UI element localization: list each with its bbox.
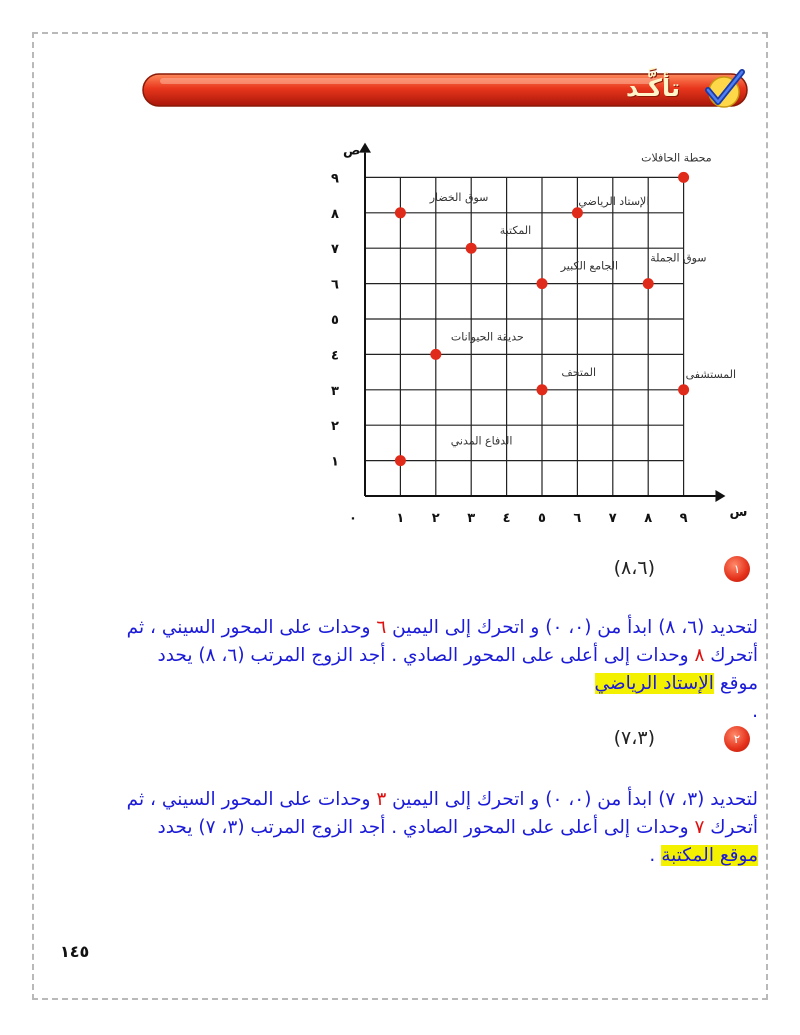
x-tick-label: ٦ (573, 511, 582, 526)
exercise-1-line-1: لتحديد (٦، ٨) ابدأ من (٠، ٠) و اتحرك إلى اليمين ٦ وحدات على المحور السيني ، ثم (126, 617, 758, 638)
y-tick-label: ٤ (331, 348, 339, 364)
point-marker (537, 384, 548, 395)
point-label: سوق الجملة (650, 251, 707, 265)
y-tick-label: ٨ (331, 206, 339, 222)
point-marker (466, 243, 477, 254)
point-label: المكتبة (499, 224, 532, 238)
point-marker (395, 207, 406, 218)
exercise-2-line-3: موقع المكتبة . (649, 845, 758, 866)
x-axis-label: س (729, 505, 748, 520)
x-tick-label: ٢ (431, 511, 440, 526)
point-label: الجامع الكبير (560, 259, 618, 273)
exercise-2-text (52, 786, 758, 870)
page-number: ١٤٥ (60, 942, 90, 961)
point-label: المستشفى (685, 367, 737, 381)
point-label: المتحف (561, 365, 596, 379)
point-marker (572, 207, 583, 218)
header-banner (142, 72, 750, 108)
origin-label: ٠ (349, 511, 357, 526)
y-tick-label: ١ (331, 454, 339, 470)
point-marker (678, 172, 689, 183)
x-tick-label: ٨ (644, 511, 653, 526)
exercise-2-line-2: أتحرك ٧ وحدات إلى أعلى على المحور الصادي . أجد الزوج المرتب (٣، ٧) يحدد (157, 817, 758, 838)
y-tick-label: ٩ (331, 171, 339, 187)
point-label: الإستاد الرياضي (578, 194, 650, 208)
y-tick-label: ٦ (331, 277, 339, 293)
point-label: الدفاع المدني (450, 434, 513, 448)
y-axis-label: ص (343, 143, 361, 159)
exercise-1-line-4: . (752, 701, 758, 722)
point-marker (395, 455, 406, 466)
x-tick-label: ١ (396, 511, 405, 526)
point-marker (537, 278, 548, 289)
exercise-2-pair: (٧،٣) (613, 727, 655, 749)
y-tick-label: ٧ (331, 242, 339, 258)
x-tick-label: ٩ (679, 511, 688, 526)
x-tick-label: ٧ (608, 511, 617, 526)
exercise-1-text (52, 614, 758, 726)
banner-title: تأكَّـد (625, 74, 680, 102)
point-marker (643, 278, 654, 289)
point-label: سوق الخضار (429, 190, 489, 204)
x-axis-arrow-icon (715, 490, 725, 502)
exercise-1-badge: ١ (724, 556, 750, 582)
y-tick-label: ٣ (331, 383, 339, 399)
checkmark-icon (698, 68, 746, 112)
x-tick-label: ٤ (502, 511, 511, 526)
coordinate-graph (330, 140, 770, 540)
exercise-1-line-2: أتحرك ٨ وحدات إلى أعلى على المحور الصادي . أجد الزوج المرتب (٦، ٨) يحدد (157, 645, 758, 666)
y-tick-label: ٢ (331, 419, 339, 435)
exercise-1-line-3: موقع الإستاد الرياضي (594, 673, 758, 694)
x-tick-label: ٥ (538, 511, 546, 526)
y-axis-arrow-icon (359, 143, 371, 153)
y-tick-label: ٥ (331, 313, 339, 328)
highlighted-location: الإستاد الرياضي (594, 673, 714, 694)
point-label: محطة الحافلات (641, 151, 712, 165)
highlighted-location: موقع المكتبة (661, 845, 758, 866)
exercise-1-pair: (٨،٦) (613, 557, 655, 579)
point-marker (430, 349, 441, 360)
point-label: حديقة الحيوانات (450, 330, 524, 344)
x-tick-label: ٣ (467, 511, 476, 526)
point-marker (678, 384, 689, 395)
exercise-2-badge: ٢ (724, 726, 750, 752)
exercise-2-line-1: لتحديد (٣، ٧) ابدأ من (٠، ٠) و اتحرك إلى اليمين ٣ وحدات على المحور السيني ، ثم (126, 789, 758, 810)
